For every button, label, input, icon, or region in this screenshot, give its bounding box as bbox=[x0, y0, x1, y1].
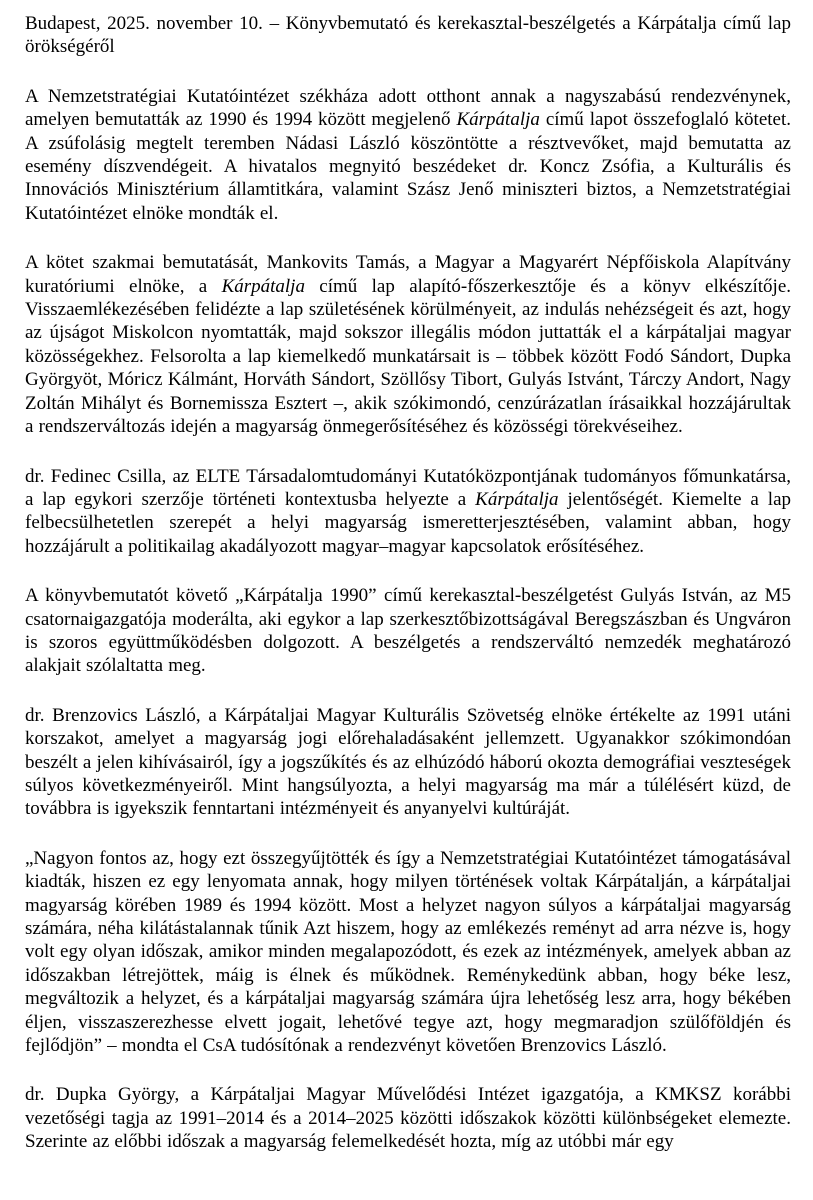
text-run: dr. Dupka György, a Kárpátaljai Magyar Művelődési Intézet igazgatója, a KMKSZ korábbi vezetőségi tagja az 1991–2014 és a 2014–2025 közötti időszakok közötti különbségeket elemezte. Szerinte az előbbi időszak a magyarság felemelkedését hozta, míg az utóbbi már egy bbox=[25, 1084, 791, 1153]
paragraph-quote bbox=[25, 847, 791, 1058]
text-run: Budapest, 2025. november 10. – Könyvbemutató és kerekasztal-beszélgetés a Kárpátalja című lap örökségéről bbox=[25, 13, 791, 58]
italic-text-run: Kárpátalja bbox=[456, 109, 540, 131]
paragraph-kerekasztal bbox=[25, 584, 791, 678]
italic-text-run: Kárpátalja bbox=[475, 488, 559, 510]
text-run: A kötet szakmai bemutatását, Mankovits Tamás, a Magyar a Magyarért Népfőiskola Alapítvány kuratóriumi elnöke, a bbox=[25, 252, 791, 297]
text-run: A könyvbemutatót követő „Kárpátalja 1990” című kerekasztal-beszélgetést Gulyás István, az M5 csatornaigazgatója moderálta, aki egykor a lap szerkesztőbizottságával Beregszászban és Ungváron is szoros együttműködésben dolgozott. A beszélgetés a rendszerváltó nemzedék meghatározó alakjait szólaltatta meg. bbox=[25, 585, 791, 677]
paragraph-mankovits bbox=[25, 251, 791, 438]
text-run: jelentőségét. Kiemelte a lap felbecsülhetetlen szerepét a helyi magyarság ismeretterjesztésében, valamint abban, hogy hozzájárult a politikailag akadályozott magyar–magyar kapcsolatok erősítéséhez. bbox=[25, 488, 792, 557]
text-run: dr. Brenzovics László, a Kárpátaljai Magyar Kulturális Szövetség elnöke értékelte az 1991 utáni korszakot, amelyet a magyarság jogi előrehaladásaként jellemzett. Ugyanakkor szókimondóan beszélt a jelen kihívásairól, így a jogszűkítés és az elhúzódó háború okozta demográfiai veszteségek súlyos következményeiről. Mint hangsúlyozta, a helyi magyarság ma már a túlélésért küzd, de továbbra is igyekszik fenntartani intézményeit és anyanyelvi kultúráját. bbox=[25, 704, 791, 820]
italic-text-run: Kárpátalja bbox=[221, 275, 305, 297]
text-run: című lapot összefoglaló kötetet. A zsúfolásig megtelt teremben Nádasi László köszöntötte a résztvevőket, majd bemutatta az esemény díszvendégeit. A hivatalos megnyitó beszédeket dr. Koncz Zsófia, a Kulturális és Innovációs Minisztérium államtitkára, valamint Szász Jenő miniszteri biztos, a Nemzetstratégiai Kutatóintézet elnöke mondták el. bbox=[25, 109, 791, 224]
paragraph-brenzovics bbox=[25, 704, 791, 821]
paragraph-opening bbox=[25, 85, 791, 225]
text-run: című lap alapító-főszerkesztője és a könyv elkészítője. Visszaemlékezésében felidézte a lap születésének körülményeit, az indulás nehézségeit és azt, hogy az újságot Miskolcon nyomtatták, majd sokszor illegális módon juttatták el a kárpátaljai magyar közösségekhez. Felsorolta a lap kiemelkedő munkatársait is – többek között Fodó Sándort, Dupka Györgyöt, Móricz Kálmánt, Horváth Sándort, Szöllősy Tibort, Gulyás Istvánt, Tárczy Andort, Nagy Zoltán Mihályt és Bornemissza Esztert –, akik szókimondó, cenzúrázatlan írásaikkal hozzájárultak a rendszerváltozás idején a magyarság önmegerősítéséhez és közösségi törekvéseihez. bbox=[25, 275, 792, 438]
paragraph-dupka bbox=[25, 1083, 791, 1153]
document-body bbox=[25, 12, 791, 1154]
text-run: dr. Fedinec Csilla, az ELTE Társadalomtudományi Kutatóközpontjának tudományos főmunkatársa, a lap egykori szerzője történeti kontextusba helyezte a bbox=[25, 465, 791, 510]
paragraph-fedinec bbox=[25, 465, 791, 559]
text-run: „Nagyon fontos az, hogy ezt összegyűjtötték és így a Nemzetstratégiai Kutatóintézet támogatásával kiadták, hiszen ez egy lenyomata annak, hogy milyen történések voltak Kárpátalján, a kárpátaljai magyarság körében 1989 és 1994 között. Most a helyzet nagyon súlyos a kárpátaljai magyarság számára, néha kilátástalannak tűnik Azt hiszem, hogy az emlékezés reményt ad arra nézve is, hogy volt egy olyan időszak, amikor minden megalapozódott, és ezek az intézmények, amelyek abban az időszakban létrejöttek, máig is élnek és működnek. Reménykedünk abban, hogy béke lesz, megváltozik a helyzet, és a kárpátaljai magyarság számára újra lehetőség lesz arra, hogy békében éljen, visszaszerezhesse elvett jogait, lehetővé tegye azt, hogy megmaradjon szülőföldjén és fejlődjön” – mondta el CsA tudósítónak a rendezvényt követően Brenzovics László. bbox=[25, 847, 791, 1057]
dateline-title-paragraph bbox=[25, 12, 791, 59]
text-run: A Nemzetstratégiai Kutatóintézet székháza adott otthont annak a nagyszabású rendezvénynek, amelyen bemutatták az 1990 és 1994 között megjelenő bbox=[25, 85, 791, 131]
